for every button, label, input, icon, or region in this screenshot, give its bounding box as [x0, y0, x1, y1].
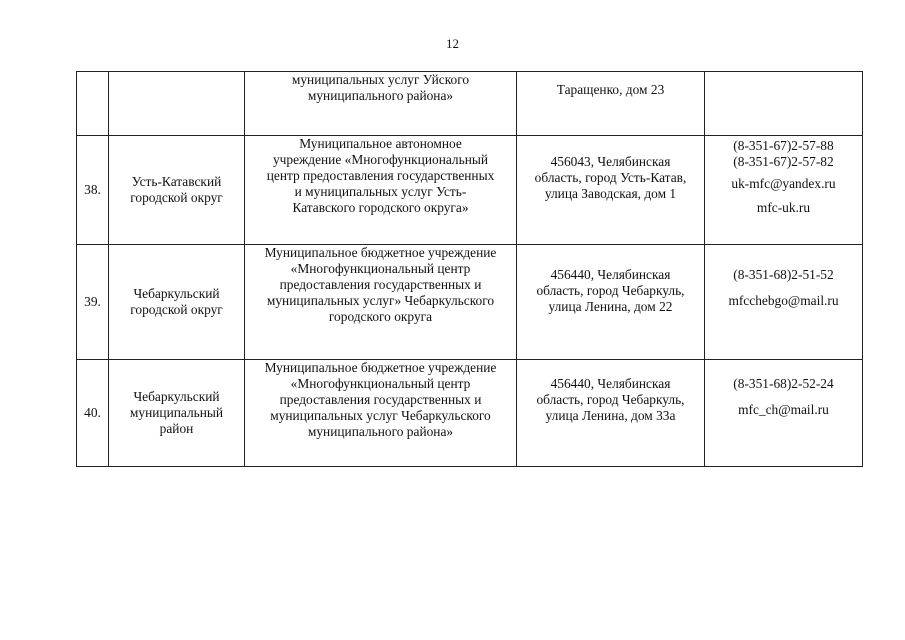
contacts-cell: [705, 360, 863, 467]
table-row: [77, 245, 863, 360]
phone-block: [707, 376, 860, 392]
institution-name-line: центр предоставления государственных: [266, 168, 495, 183]
contacts-cell: [705, 136, 863, 245]
row-number-cell: [77, 136, 109, 245]
phone-number: (8-351-67)2-57-82: [733, 154, 834, 169]
institution-name-cell: [245, 136, 517, 245]
email-link[interactable]: mfc_ch@mail.ru: [738, 402, 829, 417]
address-line: Таращенко, дом 23: [556, 82, 665, 97]
address-line: 456043, Челябинская: [550, 154, 671, 169]
row-number: 39.: [84, 294, 101, 309]
institution-name-line: городского округа: [328, 309, 433, 324]
institution-name-line: Муниципальное бюджетное учреждение: [264, 245, 497, 260]
institution-name-line: муниципального района»: [307, 424, 454, 439]
address-line: улица Ленина, дом 33а: [545, 408, 676, 423]
institution-name-cell: [245, 72, 517, 136]
institution-name-line: и муниципальных услуг Усть-: [294, 184, 467, 199]
district-cell: [109, 245, 245, 360]
district-line: муниципальный: [129, 405, 224, 420]
institution-name-line: «Многофункциональный центр: [290, 376, 471, 391]
district-cell: [109, 72, 245, 136]
address-line: 456440, Челябинская: [550, 376, 671, 391]
table-row: [77, 136, 863, 245]
institution-name-line: Катавского городского округа»: [292, 200, 469, 215]
institution-name-line: предоставления государственных и: [279, 277, 482, 292]
contacts-cell: [705, 72, 863, 136]
row-number-cell: [77, 360, 109, 467]
row-number: 40.: [84, 405, 101, 420]
address-cell: [517, 72, 705, 136]
institution-name-line: «Многофункциональный центр: [290, 261, 471, 276]
row-number: 38.: [84, 182, 101, 197]
address-cell: [517, 136, 705, 245]
district-line: район: [159, 421, 194, 436]
page-number: 12: [446, 36, 459, 51]
district-line: Усть-Катавский: [131, 174, 222, 189]
address-line: область, город Усть-Катав,: [534, 170, 687, 185]
contacts-cell: [705, 245, 863, 360]
district-line: городской округ: [130, 190, 223, 205]
district-line: Чебаркульский: [133, 286, 220, 301]
phone-number: (8-351-67)2-57-88: [733, 138, 834, 153]
institution-name-line: учреждение «Многофункциональный: [272, 152, 489, 167]
table-row: [77, 72, 863, 136]
email-link[interactable]: mfcchebgo@mail.ru: [728, 293, 839, 308]
institution-name-line: Муниципальное бюджетное учреждение: [264, 360, 497, 375]
row-number-cell: [77, 72, 109, 136]
row-number-cell: [77, 245, 109, 360]
table-row: [77, 360, 863, 467]
institution-name-line: муниципальных услуг Уйского: [291, 72, 470, 87]
institution-name-cell: [245, 360, 517, 467]
phone-number: (8-351-68)2-52-24: [733, 376, 834, 391]
institution-name-cell: [245, 245, 517, 360]
phone-block: [707, 267, 860, 283]
address-line: улица Ленина, дом 22: [548, 299, 673, 314]
institution-name-line: муниципальных услуг» Чебаркульского: [266, 293, 495, 308]
address-line: область, город Чебаркуль,: [536, 283, 685, 298]
district-line: Чебаркульский: [133, 389, 220, 404]
institution-name-line: муниципальных услуг Чебаркульского: [270, 408, 491, 423]
address-cell: [517, 245, 705, 360]
district-cell: [109, 136, 245, 245]
institution-name-line: предоставления государственных и: [279, 392, 482, 407]
phone-number: (8-351-68)2-51-52: [733, 267, 834, 282]
address-line: область, город Чебаркуль,: [536, 392, 685, 407]
phone-block: [707, 138, 860, 170]
institution-name-line: муниципального района»: [307, 88, 454, 103]
institution-name-line: Муниципальное автономное: [299, 136, 462, 151]
website-link[interactable]: mfc-uk.ru: [756, 200, 811, 215]
address-cell: [517, 360, 705, 467]
address-line: улица Заводская, дом 1: [544, 186, 677, 201]
district-line: городской округ: [130, 302, 223, 317]
address-line: 456440, Челябинская: [550, 267, 671, 282]
district-cell: [109, 360, 245, 467]
email-link[interactable]: uk-mfc@yandex.ru: [731, 176, 836, 191]
mfc-table: [76, 71, 863, 467]
